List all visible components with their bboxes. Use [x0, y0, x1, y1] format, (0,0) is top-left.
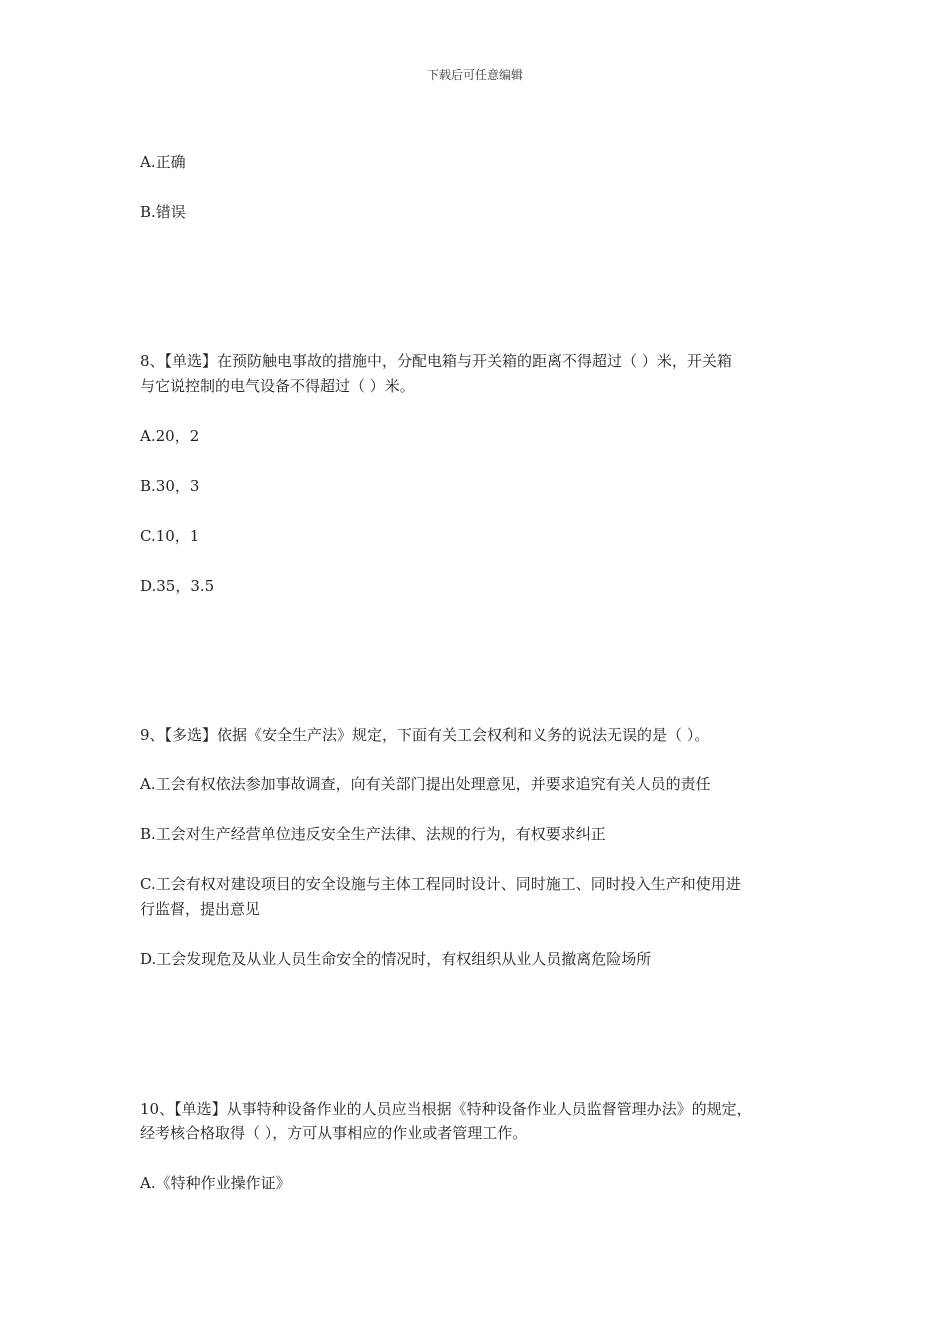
- q9-option-c-line-1: C.工会有权对建设项目的安全设施与主体工程同时设计、同时施工、同时投入生产和使用进: [140, 875, 741, 893]
- page-header: 下载后可任意编辑: [426, 68, 523, 82]
- q7-option-b: B.错误: [140, 203, 186, 221]
- q9-option-a: A.工会有权依法参加事故调查，向有关部门提出处理意见，并要求追究有关人员的责任: [140, 775, 711, 793]
- q10-stem-line-2: 经考核合格取得（ ），方可从事相应的作业或者管理工作。: [140, 1124, 528, 1142]
- q9-stem-line-1: 9、【多选】依据《安全生产法》规定，下面有关工会权利和义务的说法无误的是（ ）。: [140, 726, 710, 744]
- q8-option-a: A.20，2: [140, 427, 200, 445]
- q7-option-a: A.正确: [140, 153, 186, 171]
- q8-option-d: D.35，3.5: [140, 577, 215, 595]
- q8-stem-line-1: 8、【单选】在预防触电事故的措施中，分配电箱与开关箱的距离不得超过（ ）米，开关箱: [140, 352, 732, 370]
- q10-option-a: A.《特种作业操作证》: [140, 1174, 291, 1192]
- q8-stem-line-2: 与它说控制的电气设备不得超过（ ）米。: [140, 377, 415, 395]
- q9-option-c-line-2: 行监督，提出意见: [140, 900, 261, 918]
- q8-option-b: B.30，3: [140, 477, 200, 495]
- q10-stem-line-1: 10、【单选】从事特种设备作业的人员应当根据《特种设备作业人员监督管理办法》的规定，: [140, 1100, 752, 1118]
- q8-option-c: C.10，1: [140, 527, 200, 545]
- q9-option-b: B.工会对生产经营单位违反安全生产法律、法规的行为，有权要求纠正: [140, 825, 606, 843]
- q9-option-d: D.工会发现危及从业人员生命安全的情况时，有权组织从业人员撤离危险场所: [140, 950, 652, 968]
